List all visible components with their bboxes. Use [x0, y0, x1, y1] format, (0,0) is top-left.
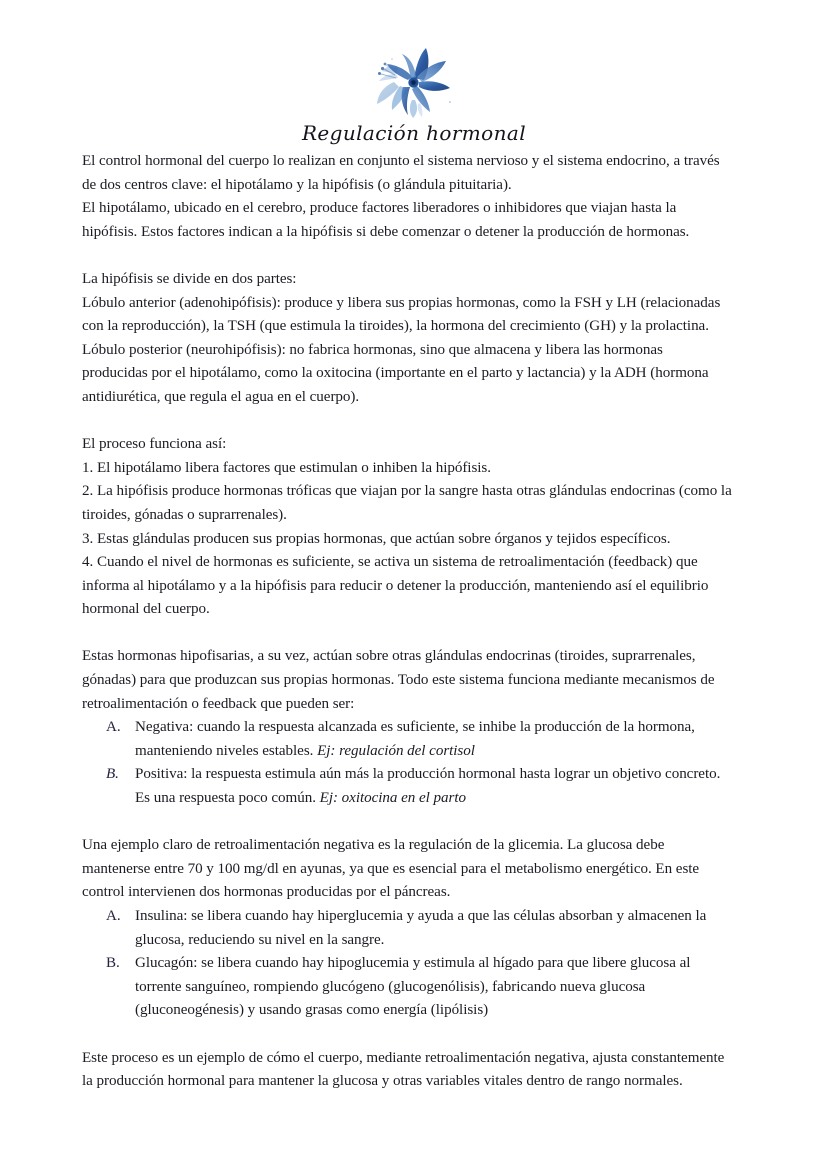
document-body [82, 150, 750, 1094]
list-item [82, 716, 750, 763]
text-line: producidas por el hipotálamo, como la oxitocina (importante en el parto y lactancia) y la ADH (hormona [82, 365, 709, 382]
paragraph-spacer [82, 410, 750, 434]
text-line: de dos centros clave: el hipotálamo y la hipófisis (o glándula pituitaria). [82, 176, 512, 193]
text-line: El control hormonal del cuerpo lo realizan en conjunto el sistema nervioso y el sistema endocrino, a través [82, 153, 720, 169]
text-line: la producción hormonal para mantener la glucosa y otras variables vitales dentro de rango normales. [82, 1073, 683, 1090]
paragraph-glicemia [82, 834, 750, 905]
list-item [82, 763, 750, 810]
paragraph-hipofisis [82, 268, 750, 410]
feedback-types-list [82, 716, 750, 810]
paragraph-spacer [82, 244, 750, 268]
pancreas-hormones-list [82, 905, 750, 1023]
blue-lily-flower-icon [362, 44, 466, 120]
list-item-line: (gluconeogénesis) y usando grasas como energía (lipólisis) [135, 1002, 489, 1019]
list-item-line: Insulina: se libera cuando hay hiperglucemia y ayuda a que las células absorban y almacenen la [135, 908, 707, 924]
list-item [82, 905, 750, 952]
list-item-line: glucosa, reduciendo su nivel en la sangre. [135, 931, 385, 948]
paragraph-feedback [82, 645, 750, 716]
paragraph-spacer [82, 811, 750, 835]
list-item [82, 952, 750, 1023]
text-line: mantenerse entre 70 y 100 mg/dl en ayunas, ya que es esencial para el metabolismo energético. En este [82, 860, 700, 877]
list-marker: A. [106, 719, 121, 736]
page-title: Regulación hormonal [301, 121, 527, 145]
text-line: control intervienen dos hormonas producidas por el páncreas. [82, 884, 451, 901]
list-item-line: manteniendo niveles estables. [135, 742, 318, 759]
text-line: Estas hormonas hipofisarias, a su vez, actúan sobre otras glándulas endocrinas (tiroides, suprarrenales, [82, 648, 696, 665]
paragraph-cierre [82, 1047, 750, 1094]
list-marker: B. [106, 955, 120, 972]
numbered-step: 2. La hipófisis produce hormonas tróficas que viajan por la sangre hasta otras glándulas endocrinas (como la [82, 483, 732, 500]
text-line: Lóbulo anterior (adenohipófisis): produce y libera sus propias hormonas, como la FSH y LH (relacionadas [82, 294, 721, 311]
list-item-line: Glucagón: se libera cuando hay hipoglucemia y estimula al hígado para que libere glucosa al [135, 955, 691, 972]
paragraph-intro [82, 150, 750, 244]
document-header [0, 0, 828, 144]
list-item-line: Positiva: la respuesta estimula aún más la producción hormonal hasta lograr un objetivo concreto. [135, 766, 721, 783]
text-line: Una ejemplo claro de retroalimentación negativa es la regulación de la glicemia. La glucosa debe [82, 837, 665, 854]
paragraph-proceso [82, 433, 750, 622]
list-item-line: torrente sanguíneo, rompiendo glucógeno (glucogenólisis), fabricando nueva glucosa [135, 978, 646, 995]
text-line: tiroides, gónadas o suprarrenales). [82, 506, 287, 523]
list-marker: A. [106, 908, 121, 924]
text-line: Este proceso es un ejemplo de cómo el cuerpo, mediante retroalimentación negativa, ajusta constantemente [82, 1049, 725, 1066]
text-line: retroalimentación o feedback que pueden ser: [82, 695, 355, 712]
example-emphasis: Ej: oxitocina en el parto [319, 790, 466, 807]
text-line: El proceso funciona así: [82, 436, 227, 453]
list-item-line: Negativa: cuando la respuesta alcanzada es suficiente, se inhibe la producción de la hormona, [135, 719, 695, 736]
numbered-step: 1. El hipotálamo libera factores que estimulan o inhiben la hipófisis. [82, 459, 491, 476]
text-line: hormonal del cuerpo. [82, 601, 210, 618]
list-marker: B. [106, 766, 119, 783]
text-line: antidiurética, que regula el agua en el cuerpo). [82, 388, 360, 405]
text-line: El hipotálamo, ubicado en el cerebro, produce factores liberadores o inhibidores que viajan hasta la [82, 200, 677, 217]
text-line: La hipófisis se divide en dos partes: [82, 270, 297, 287]
text-line: hipófisis. Estos factores indican a la hipófisis si debe comenzar o detener la producción de hormonas. [82, 223, 690, 240]
numbered-step: 4. Cuando el nivel de hormonas es suficiente, se activa un sistema de retroalimentación (feedback) que [82, 554, 698, 571]
numbered-step: 3. Estas glándulas producen sus propias hormonas, que actúan sobre órganos y tejidos específicos. [82, 530, 671, 547]
paragraph-spacer [82, 622, 750, 646]
paragraph-spacer [82, 1023, 750, 1047]
list-item-line: Es una respuesta poco común. [135, 790, 320, 807]
example-emphasis: Ej: regulación del cortisol [317, 742, 475, 759]
text-line: Lóbulo posterior (neurohipófisis): no fabrica hormonas, sino que almacena y libera las hormonas [82, 341, 663, 358]
text-line: gónadas) para que produzcan sus propias hormonas. Todo este sistema funciona mediante mecanismos de [82, 672, 715, 689]
text-line: informa al hipotálamo y a la hipófisis para reducir o detener la producción, manteniendo así el equilibrio [82, 577, 709, 594]
text-line: con la reproducción), la TSH (que estimula la tiroides), la hormona del crecimiento (GH) y la prolactina. [82, 318, 709, 335]
